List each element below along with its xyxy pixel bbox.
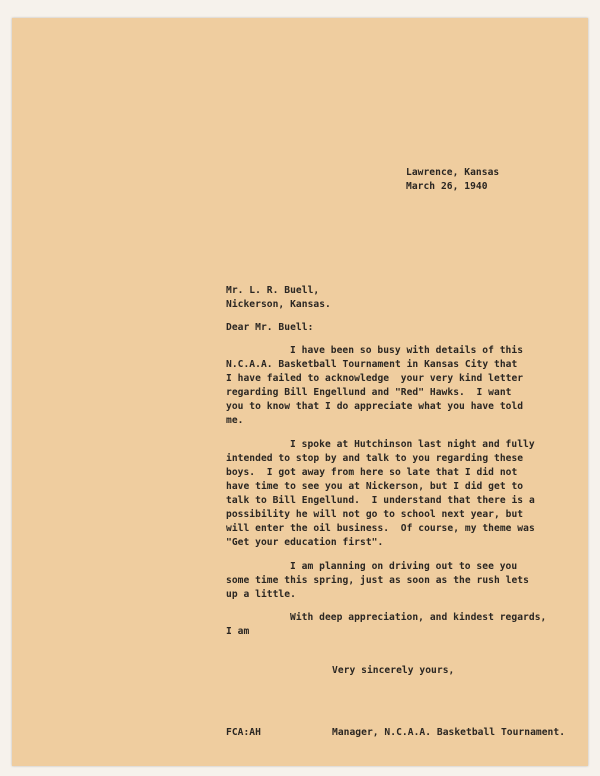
letter-date: March 26, 1940 <box>406 181 488 192</box>
paragraph-2-line: have time to see you at Nickerson, but I did get to <box>226 481 524 492</box>
paragraph-2-line: boys. I got away from here so late that I did not <box>226 467 518 478</box>
paragraph-1-line: N.C.A.A. Basketball Tournament in Kansas City that <box>226 359 518 370</box>
paragraph-3-line: I am planning on driving out to see you <box>290 561 518 572</box>
paragraph-1-line: regarding Bill Engellund and "Red" Hawks. I want <box>226 387 512 398</box>
recipient-name: Mr. L. R. Buell, <box>226 285 320 296</box>
complimentary-close: Very sincerely yours, <box>332 665 455 676</box>
paragraph-2-line: talk to Bill Engellund. I understand that there is a <box>226 495 535 506</box>
paragraph-2-line: possibility he will not go to school next year, but <box>226 509 524 520</box>
closing-line: I am <box>226 626 250 637</box>
closing-line: With deep appreciation, and kindest regards, <box>290 612 547 623</box>
paragraph-1-line: I have been so busy with details of this <box>290 345 524 356</box>
paragraph-2-line: intended to stop by and talk to you regarding these <box>226 453 524 464</box>
paragraph-1-line: you to know that I do appreciate what you have told <box>226 401 524 412</box>
signature-title: Manager, N.C.A.A. Basketball Tournament. <box>332 727 566 738</box>
salutation: Dear Mr. Buell: <box>226 322 314 333</box>
typist-initials: FCA:AH <box>226 727 261 738</box>
letter-place: Lawrence, Kansas <box>406 167 500 178</box>
paragraph-1-line: I have failed to acknowledge your very kind letter <box>226 373 524 384</box>
paragraph-2-line: I spoke at Hutchinson last night and fully <box>290 439 535 450</box>
paragraph-3-line: some time this spring, just as soon as the rush lets <box>226 575 529 586</box>
recipient-city: Nickerson, Kansas. <box>226 299 331 310</box>
letter-page <box>12 18 588 766</box>
paragraph-2-line: "Get your education first". <box>226 537 384 548</box>
paragraph-2-line: will enter the oil business. Of course, my theme was <box>226 523 535 534</box>
paragraph-1-line: me. <box>226 415 244 426</box>
paragraph-3-line: up a little. <box>226 589 296 600</box>
